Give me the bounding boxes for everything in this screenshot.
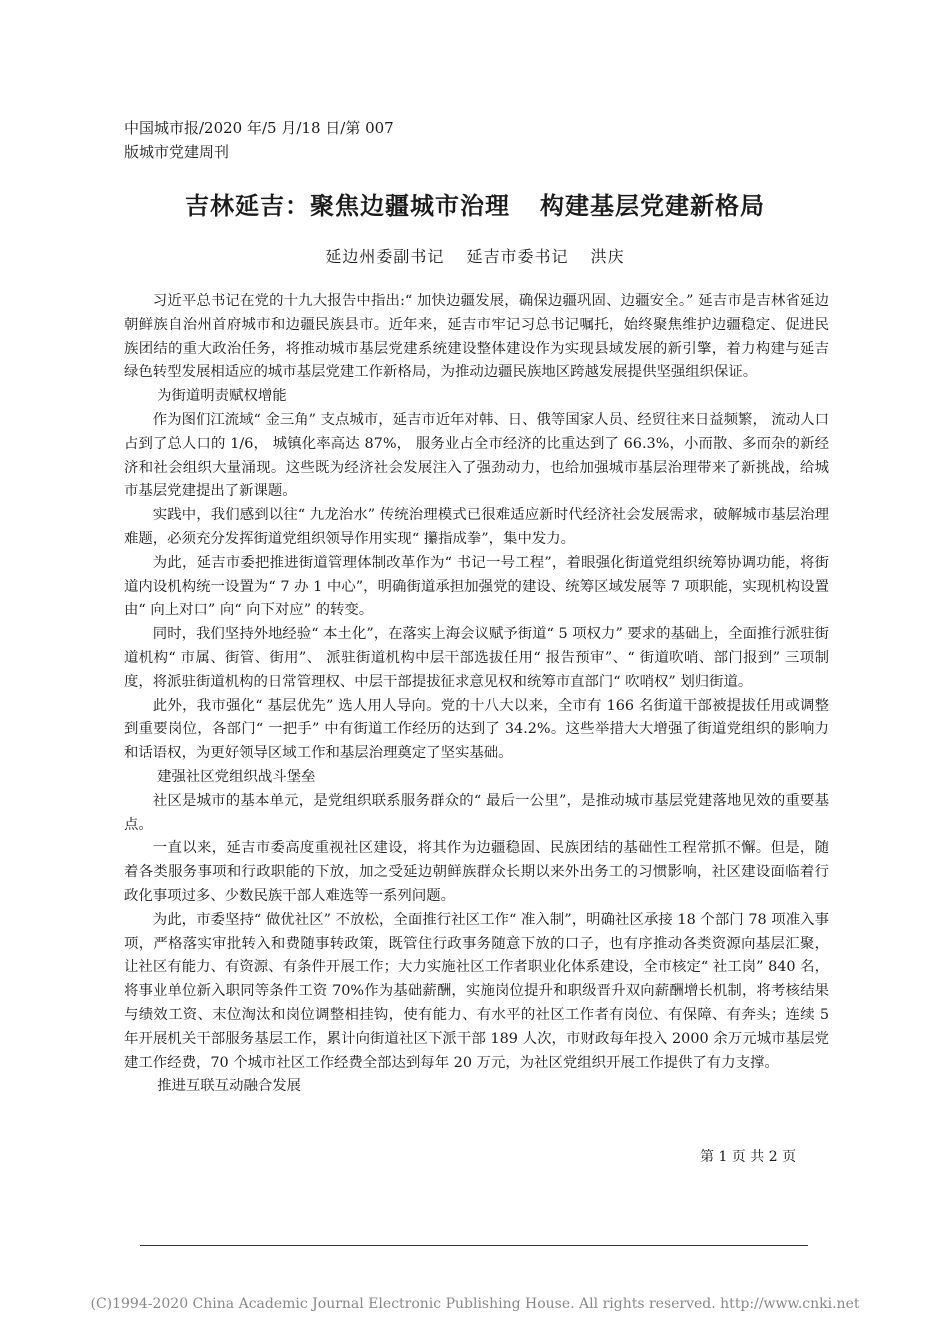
paragraph: 社区是城市的基本单元，是党组织联系服务群众的“ 最后一公里”，是推动城市基层党建落地见效的重要基点。 [124,792,829,833]
paragraph: 同时，我们坚持外地经验“ 本土化”，在落实上海会议赋予街道“ 5 项权力” 要求的基础上，全面推行派驻街道机构“ 市属、街管、街用”、 派驻街道机构中层干部选拔任用“ 报告预审”、“ 街道吹哨、部门报到” 三项制度，将派驻街道机构的日常管理权、中层干部提拔征求意见权和统筹市直部门“ 吹哨权” 划归街道。 [124,626,829,690]
paragraph: 一直以来，延吉市委高度重视社区建设，将其作为边疆稳固、民族团结的基础性工程常抓不懈。但是，随着各类服务事项和行政职能的下放，加之受延边朝鲜族群众长期以来外出务工的习惯影响，社区建设面临着行政化事项过多、少数民族干部人难选等一系列问题。 [124,840,829,904]
paragraph: 此外，我市强化“ 基层优先” 选人用人导向。党的十八大以来，全市有 166 名街道干部被提拔任用或调整到重要岗位，各部门“ 一把手” 中有街道工作经历的达到了 34.2%。这些举措大大增强了街道党组织的影响力和话语权，为更好领导区域工作和基层治理奠定了坚实基础。 [124,697,829,762]
paragraph: 习近平总书记在党的十九大报告中指出:“ 加快边疆发展，确保边疆巩固、边疆安全。” 延吉市是吉林省延边朝鲜族自治州首府城市和边疆民族县市。近年来，延吉市牢记习总书记嘱托，始终聚焦维护边疆稳定、促进民族团结的重大政治任务，将推动城市基层党建系统建设整体建设作为实现县域发展的新引擎，着力构建与延吉绿色转型发展相适应的城市基层党建工作新格局，为推动边疆民族地区跨越发展提供坚强组织保证。 [124,293,829,381]
article-body [124,290,829,1099]
section-heading: 推进互联互动融合发展 [157,1078,302,1095]
author-line [0,244,950,267]
paragraph: 为此，市委坚持“ 做优社区” 不放松，全面推行社区工作“ 准入制”，明确社区承接 18 个部门 78 项准入事项，严格落实审批转入和费随事转政策，既管住行政事务随意下放的口子，也有序推动各类资源向基层汇聚，让社区有能力、有资源、有条件开展工作；大力实施社区工作者职业化体系建设，全市核定“ 社工岗” 840 名，将事业单位新入职同等条件工资 70%作为基础薪酬，实施岗位提升和职级晋升双向薪酬增长机制，将考核结果与绩效工资、末位淘汰和岗位调整相挂钩，使有能力、有水平的社区工作者有岗位、有保障、有奔头；连续 5 年开展机关干部服务基层工作，累计向街道社区下派干部 189 人次，市财政每年投入 2000 余万元城市基层党建工作经费，70 个城市社区工作经费全部达到每年 20 万元，为社区党组织开展工作提供了有力支撑。 [124,911,829,1071]
footer-divider [140,1245,808,1246]
title-part-1: 吉林延吉：聚焦边疆城市治理 [185,192,510,220]
paragraph: 实践中，我们感到以往“ 九龙治水” 传统治理模式已很难适应新时代经济社会发展需求，破解城市基层治理难题，必须充分发挥街道党组织领导作用实现“ 攥指成拳”，集中发力。 [124,507,829,547]
source-line-1: 中国城市报/2020 年/5 月/18 日/第 007 [124,119,394,137]
section-heading: 为街道明责赋权增能 [157,388,287,405]
paragraph: 为此，延吉市委把推进街道管理体制改革作为“ 书记一号工程”，着眼强化街道党组织统筹协调功能，将街道内设机构统一设置为“ 7 办 1 中心”，明确街道承担加强党的建设、统筹区域发展等 7 项职能，实现机构设置由“ 向上对口” 向“ 向下对应” 的转变。 [124,554,829,619]
paragraph: 作为图们江流域“ 金三角” 支点城市，延吉市近年对韩、日、俄等国家人员、经贸往来日益频繁， 流动人口占到了总人口的 1/6， 城镇化率高达 87%， 服务业占全市经济的比重达到了 66.3%，小而散、多而杂的新经济和社会组织大量涌现。这些既为经济社会发展注入了强劲动力，也给加强城市基层治理带来了新挑战，给城市基层党建提出了新课题。 [124,411,829,500]
section-heading: 建强社区党组织战斗堡垒 [157,768,316,785]
title-part-2: 构建基层党建新格局 [540,192,765,220]
source-line-2: 版城市党建周刊 [124,143,230,161]
author-role-1: 延边州委副书记 [325,247,445,266]
source-header [124,116,444,164]
author-name: 洪庆 [590,247,625,266]
page-number: 第 1 页 共 2 页 [700,1149,797,1165]
copyright-footer: (C)1994-2020 China Academic Journal Electronic Publishing House. All rights reserved. http://www.cnki.net [90,1296,860,1312]
article-title [0,186,950,221]
author-role-2: 延吉市委书记 [466,247,569,266]
